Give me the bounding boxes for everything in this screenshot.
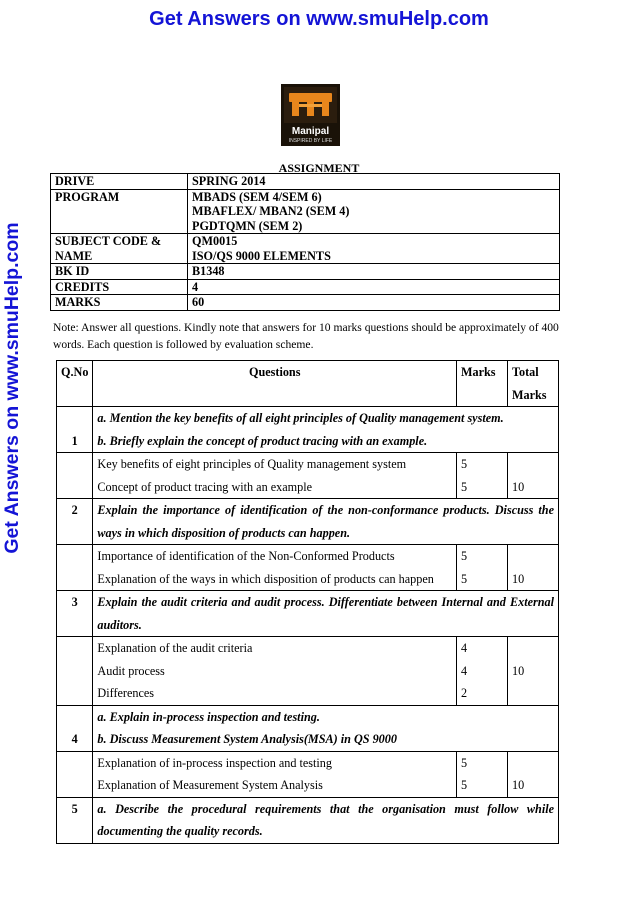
- question-number: 2: [57, 499, 93, 545]
- info-key: CREDITS: [51, 279, 188, 295]
- question-line: a. Describe the procedural requirements that the organisation must follow while documenting the quality records.: [97, 801, 554, 838]
- question-number: 4: [57, 705, 93, 751]
- question-row: [57, 591, 559, 637]
- question-row: [57, 499, 559, 545]
- question-line: a. Mention the key benefits of all eight principles of Quality management system.: [97, 411, 504, 425]
- info-value: [188, 234, 560, 264]
- scheme-item: Concept of product tracing with an example: [97, 479, 312, 494]
- scheme-mark: 5: [461, 549, 468, 563]
- questions-table: [56, 360, 559, 844]
- info-row: [51, 189, 560, 234]
- scheme-mark: 4: [461, 641, 468, 655]
- info-value: [188, 295, 560, 311]
- scheme-item: Differences: [97, 686, 155, 700]
- info-key: MARKS: [51, 295, 188, 311]
- question-line: b. Discuss Measurement System Analysis(MSA) in QS 9000: [97, 732, 397, 746]
- info-value: [188, 189, 560, 234]
- evaluation-scheme-row: [57, 453, 559, 499]
- side-banner-link[interactable]: Get Answers on www.smuHelp.com: [1, 222, 23, 554]
- info-value-line: MBAFLEX/ MBAN2 (SEM 4): [192, 204, 350, 218]
- info-key: BK ID: [51, 264, 188, 280]
- info-value-line: MBADS (SEM 4/SEM 6): [192, 189, 322, 204]
- total-marks: 10: [508, 545, 559, 591]
- question-text: [93, 797, 559, 843]
- scheme-spacer: [57, 545, 93, 591]
- scheme-spacer: [57, 751, 93, 797]
- scheme-item: Explanation of the audit criteria: [97, 641, 253, 655]
- question-number: 3: [57, 591, 93, 637]
- info-value-line: SPRING 2014: [192, 174, 266, 188]
- total-marks: 10: [508, 453, 559, 499]
- info-row: [51, 174, 560, 190]
- info-row: [51, 295, 560, 311]
- total-marks: 10: [508, 637, 559, 706]
- info-key: SUBJECT CODE & NAME: [51, 234, 188, 264]
- info-key: PROGRAM: [51, 189, 188, 234]
- scheme-items: [93, 637, 457, 706]
- info-row: [51, 234, 560, 264]
- scheme-mark: 5: [461, 479, 468, 494]
- scheme-mark: 5: [461, 755, 468, 770]
- info-value-line: 60: [192, 295, 205, 309]
- scheme-mark: 2: [461, 686, 468, 700]
- header-total-marks: Total Marks: [508, 361, 559, 407]
- scheme-item: Explanation of Measurement System Analysis: [97, 778, 323, 792]
- scheme-item: Explanation of the ways in which disposition of products can happen: [97, 571, 434, 586]
- questions-header-row: [57, 361, 559, 407]
- scheme-marks: [457, 453, 508, 499]
- question-row: [57, 407, 559, 453]
- logo-tagline: INSPIRED BY LIFE: [288, 138, 333, 144]
- question-line: Explain the importance of identification of the non-conformance products. Discuss the ways in which disposition of products can happen.: [97, 503, 554, 540]
- top-banner-link[interactable]: Get Answers on www.smuHelp.com: [149, 8, 489, 30]
- instructions-note: Note: Answer all questions. Kindly note that answers for 10 marks questions should be approximately of 400 words. Each question is followed by evaluation scheme.: [53, 321, 559, 351]
- question-line: b. Briefly explain the concept of product tracing with an example.: [97, 433, 428, 448]
- info-value-line: B1348: [192, 264, 225, 278]
- header-questions: Questions: [93, 361, 457, 407]
- scheme-items: [93, 751, 457, 797]
- question-number: 5: [57, 797, 93, 843]
- scheme-item: Key benefits of eight principles of Quality management system: [97, 457, 407, 471]
- question-row: [57, 797, 559, 843]
- question-line: a. Explain in-process inspection and testing.: [97, 709, 320, 724]
- info-row: [51, 264, 560, 280]
- scheme-mark: 5: [461, 457, 468, 471]
- question-row: [57, 705, 559, 751]
- evaluation-scheme-row: [57, 637, 559, 706]
- total-marks: 10: [508, 751, 559, 797]
- info-value-line: 4: [192, 279, 199, 294]
- scheme-mark: 5: [461, 571, 468, 586]
- scheme-marks: [457, 637, 508, 706]
- scheme-marks: [457, 545, 508, 591]
- scheme-mark: 4: [461, 663, 468, 678]
- question-text: [93, 591, 559, 637]
- info-value-line: PGDTQMN (SEM 2): [192, 218, 303, 233]
- header-qno: Q.No: [57, 361, 93, 407]
- question-text: [93, 499, 559, 545]
- info-value: [188, 264, 560, 280]
- info-row: [51, 279, 560, 295]
- scheme-mark: 5: [461, 778, 468, 792]
- scheme-items: [93, 545, 457, 591]
- question-line: Explain the audit criteria and audit process. Differentiate between Internal and External auditors.: [97, 595, 554, 632]
- info-value-line: ISO/QS 9000 ELEMENTS: [192, 248, 331, 263]
- evaluation-scheme-row: [57, 751, 559, 797]
- scheme-items: [93, 453, 457, 499]
- scheme-spacer: [57, 453, 93, 499]
- question-text: [93, 407, 559, 453]
- info-key: DRIVE: [51, 174, 188, 190]
- info-value-line: QM0015: [192, 234, 238, 248]
- question-number: 1: [57, 407, 93, 453]
- info-value: [188, 174, 560, 190]
- scheme-spacer: [57, 637, 93, 706]
- assignment-title: ASSIGNMENT: [278, 161, 360, 175]
- scheme-item: Importance of identification of the Non-Conformed Products: [97, 549, 395, 563]
- question-text: [93, 705, 559, 751]
- info-value: [188, 279, 560, 295]
- manipal-logo: [281, 84, 340, 146]
- evaluation-scheme-row: [57, 545, 559, 591]
- header-marks: Marks: [457, 361, 508, 407]
- course-info-table: [50, 173, 560, 311]
- scheme-item: Audit process: [97, 663, 165, 678]
- scheme-item: Explanation of in-process inspection and testing: [97, 755, 332, 770]
- logo-name: Manipal: [291, 126, 330, 137]
- scheme-marks: [457, 751, 508, 797]
